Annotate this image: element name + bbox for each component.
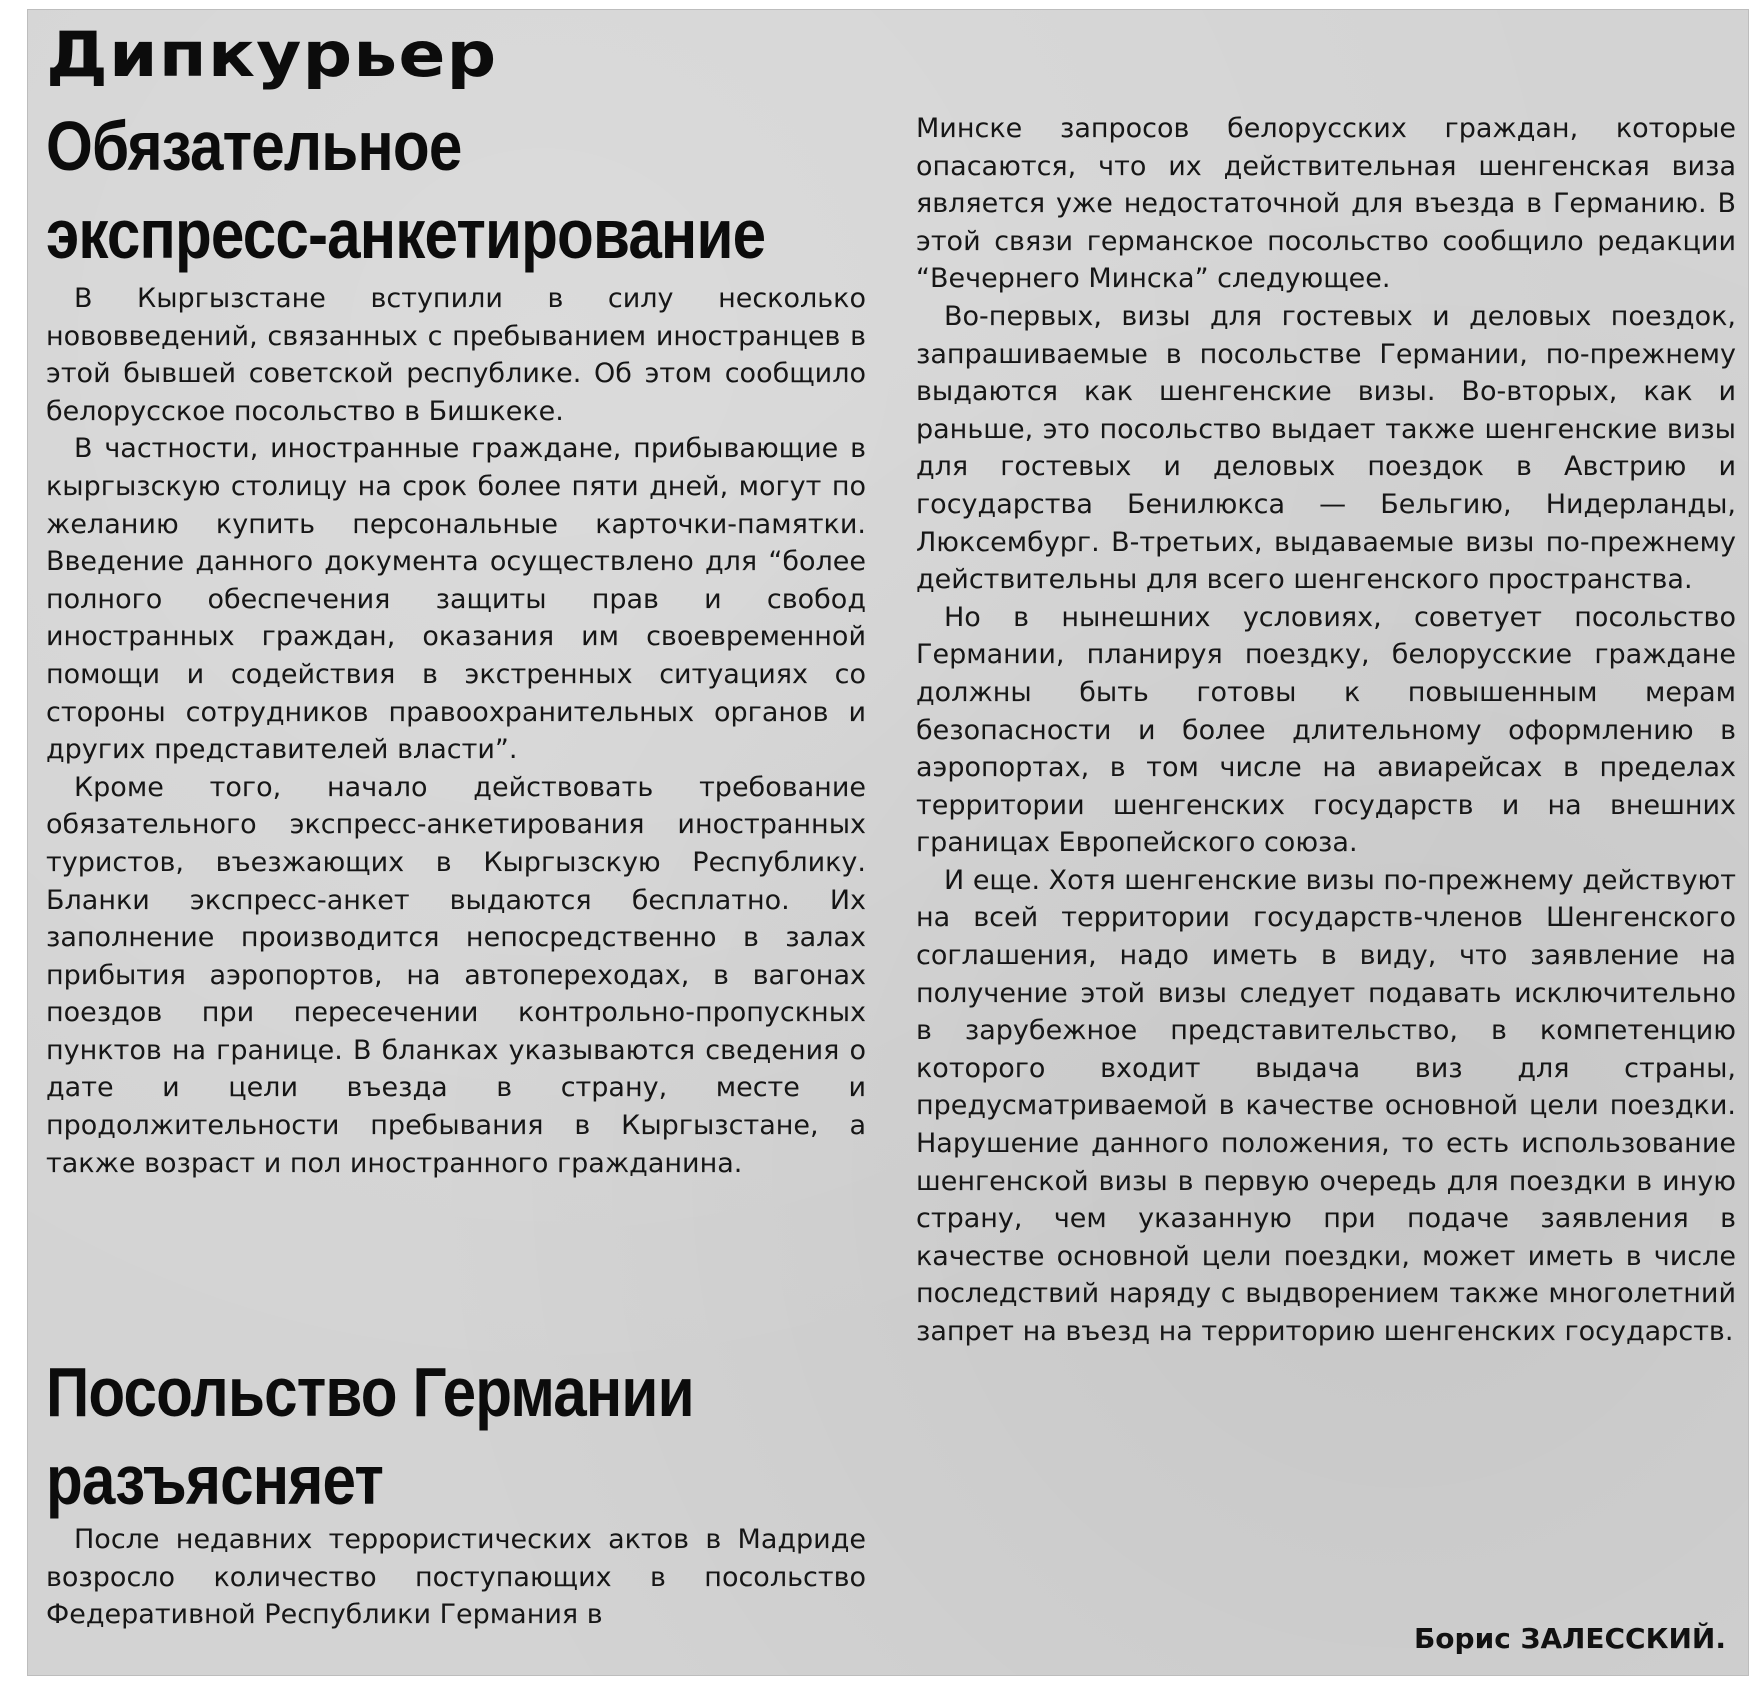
article2-intro xyxy=(46,1521,866,1634)
article1-headline xyxy=(46,102,765,278)
newspaper-clipping xyxy=(28,10,1748,1675)
article1-paragraph: В Кыргызстане вступили в силу несколько нововведений, связанных с пребыванием иностранцев в этой бывшей советской республике. Об этом сообщило белорусское посольство в Бишкеке. xyxy=(46,283,866,427)
article2-paragraph: Минске запросов белорусских граждан, которые опасаются, что их действительная шенгенская виза является уже недостаточной для въезда в Германию. В этой связи германское посольство сообщило редакции “Вечернего Минска” следующее. xyxy=(916,113,1736,295)
article1-headline-line2: экспресс-анкетирование xyxy=(46,195,766,273)
article2-intro-paragraph: После недавних террористических актов в Мадриде возросло количество поступающих в посольство Федеративной Республики Германия в xyxy=(46,1524,866,1631)
author-signature: Борис ЗАЛЕССКИЙ. xyxy=(1413,1622,1726,1655)
article2-body-right xyxy=(916,110,1736,1351)
article2-headline-line1: Посольство Германии xyxy=(46,1353,694,1431)
article2-headline xyxy=(46,1348,694,1524)
article1-paragraph: Кроме того, начало действовать требование обязательного экспресс-анкетирования иностранных туристов, въезжающих в Кыргызскую Республику. Бланки экспресс-анкет выдаются бесплатно. Их заполнение производится непосредственно в залах прибытия аэропортов, на автопереходах, в вагонах поездов при пересечении контрольно-пропускных пунктов на границе. В бланках указываются сведения о дате и цели въезда в страну, месте и продолжительности пребывания в Кыргызстане, а также возраст и пол иностранного гражданина. xyxy=(46,771,866,1179)
article1-paragraph: В частности, иностранные граждане, прибывающие в кыргызскую столицу на срок более пяти дней, могут по желанию купить персональные карточки-памятки. Введение данного документа осуществлено для “более полного обеспечения защиты прав и свобод иностранных граждан, оказания им своевременной помощи и содействия в экстренных ситуациях со стороны сотрудников правоохранительных органов и других представителей власти”. xyxy=(46,433,866,766)
rubric-title: Дипкурьер xyxy=(46,18,498,91)
article1-body xyxy=(46,280,866,1182)
article2-paragraph: Во-первых, визы для гостевых и деловых поездок, запрашиваемые в посольстве Германии, по-прежнему выдаются как шенгенские визы. Во-вторых, как и раньше, это посольство выдает также шенгенские визы для гостевых и деловых поездок в Австрию и государства Бенилюкса — Бельгию, Нидерланды, Люксембург. В-третьих, выдаваемые визы по-прежнему действительны для всего шенгенского пространства. xyxy=(916,300,1736,596)
article2-headline-line2: разъясняет xyxy=(46,1441,383,1519)
article2-paragraph: Но в нынешних условиях, советует посольство Германии, планируя поездку, белорусские граждане должны быть готовы к повышенным мерам безопасности и более длительному оформлению в аэропортах, в том числе на авиарейсах в пределах территории шенгенских государств и на внешних границах Европейского союза. xyxy=(916,601,1736,859)
article1-headline-line1: Обязательное xyxy=(46,107,462,185)
article2-paragraph: И еще. Хотя шенгенские визы по-прежнему действуют на всей территории государств-членов Шенгенского соглашения, надо иметь в виду, что заявление на получение этой визы следует подавать исключительно в зарубежное представительство, в компетенцию которого входит выдача виз для страны, предусматриваемой в качестве основной цели поездки. Нарушение данного положения, то есть использование шенгенской визы в первую очередь для поездки в иную страну, чем указанную при подаче заявления в качестве основной цели поездки, может иметь в числе последствий наряду с выдворением также многолетний запрет на въезд на территорию шенгенских государств. xyxy=(916,864,1736,1347)
